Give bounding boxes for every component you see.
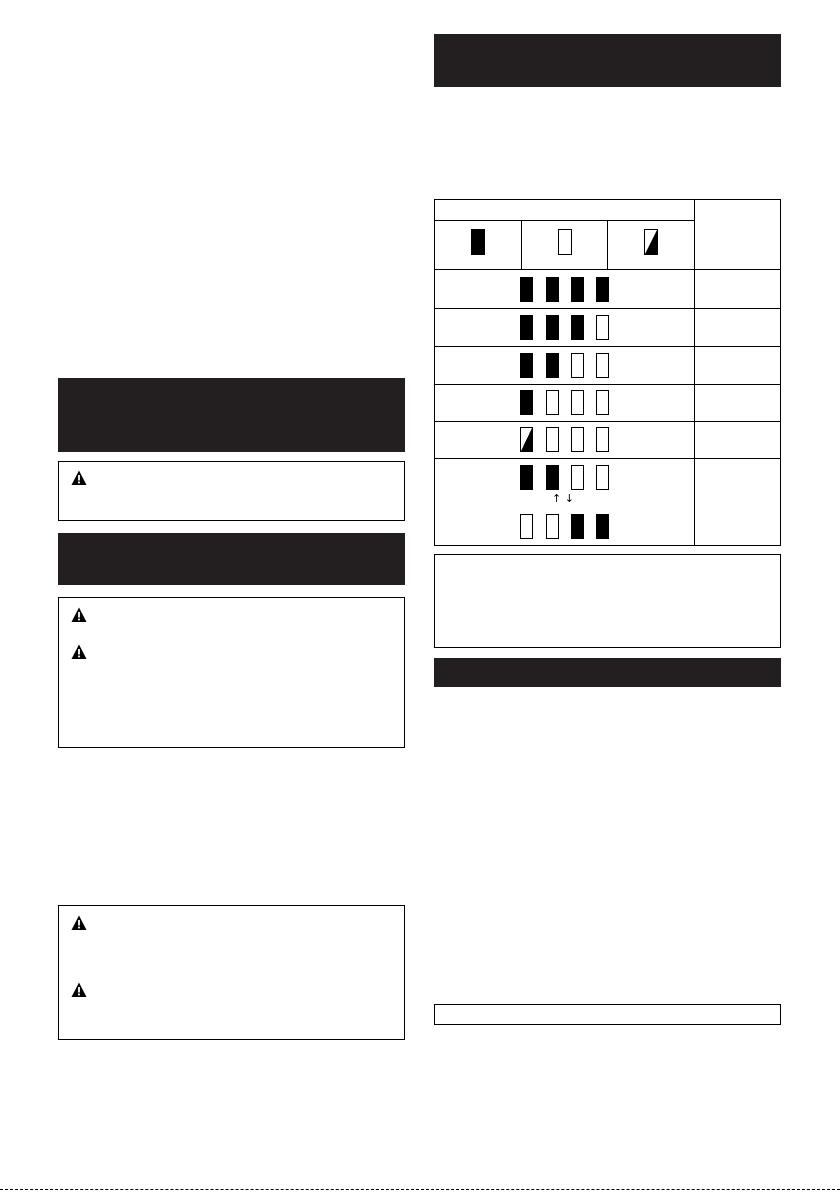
led-lit-icon	[596, 277, 609, 302]
table-row-divider-2	[434, 346, 781, 347]
led-off-icon	[596, 465, 609, 490]
led-off-icon	[571, 427, 584, 452]
led-lit-icon	[546, 277, 559, 302]
led-lit-icon	[520, 465, 533, 490]
led-lit-icon	[546, 315, 559, 340]
section-header-bar-1	[58, 378, 405, 452]
alternating-arrows: ↑ ↓	[552, 492, 574, 505]
warning-box-2	[58, 597, 405, 748]
led-lit-icon	[520, 315, 533, 340]
led-off-icon	[596, 427, 609, 452]
led-lit-icon	[571, 277, 584, 302]
led-off-icon	[558, 229, 572, 255]
led-lit-icon	[546, 465, 559, 490]
table-row-divider-1	[434, 308, 781, 309]
section-header-bar-mid	[434, 658, 781, 687]
led-blinking-icon	[520, 427, 533, 452]
table-header-divider	[434, 220, 695, 221]
warning-triangle-icon	[71, 915, 87, 931]
led-lit-icon	[520, 390, 533, 415]
led-lit-icon	[471, 229, 485, 255]
bottom-note-frame	[434, 1004, 781, 1025]
warning-box-3	[58, 905, 405, 1040]
table-header-cell-divider-2	[607, 220, 608, 270]
led-lit-icon	[571, 514, 584, 539]
led-off-icon	[520, 514, 533, 539]
led-lit-icon	[596, 514, 609, 539]
led-lit-icon	[546, 353, 559, 378]
battery-indicator-table	[434, 199, 781, 546]
section-header-bar-top	[434, 34, 781, 87]
led-off-icon	[546, 390, 559, 415]
section-header-bar-2	[58, 533, 405, 585]
table-row-divider-4	[434, 421, 781, 422]
led-off-icon	[571, 465, 584, 490]
led-off-icon	[546, 514, 559, 539]
page-bottom-rule	[0, 1189, 840, 1190]
led-lit-icon	[520, 353, 533, 378]
warning-triangle-icon	[71, 644, 87, 660]
led-lit-icon	[520, 277, 533, 302]
table-row-divider-0	[434, 269, 781, 270]
led-off-icon	[596, 315, 609, 340]
warning-triangle-icon	[71, 982, 87, 998]
warning-triangle-icon	[71, 607, 87, 623]
led-lit-icon	[571, 315, 584, 340]
led-off-icon	[571, 353, 584, 378]
table-header-cell-divider-1	[521, 220, 522, 270]
table-row-divider-5	[434, 458, 781, 459]
table-column-divider	[694, 199, 695, 546]
warning-triangle-icon	[71, 470, 87, 486]
note-box	[434, 554, 781, 648]
led-off-icon	[596, 390, 609, 415]
table-row-divider-3	[434, 384, 781, 385]
led-off-icon	[571, 390, 584, 415]
warning-box-1	[58, 461, 405, 521]
led-off-icon	[546, 427, 559, 452]
led-blinking-icon	[644, 229, 658, 255]
led-off-icon	[596, 353, 609, 378]
